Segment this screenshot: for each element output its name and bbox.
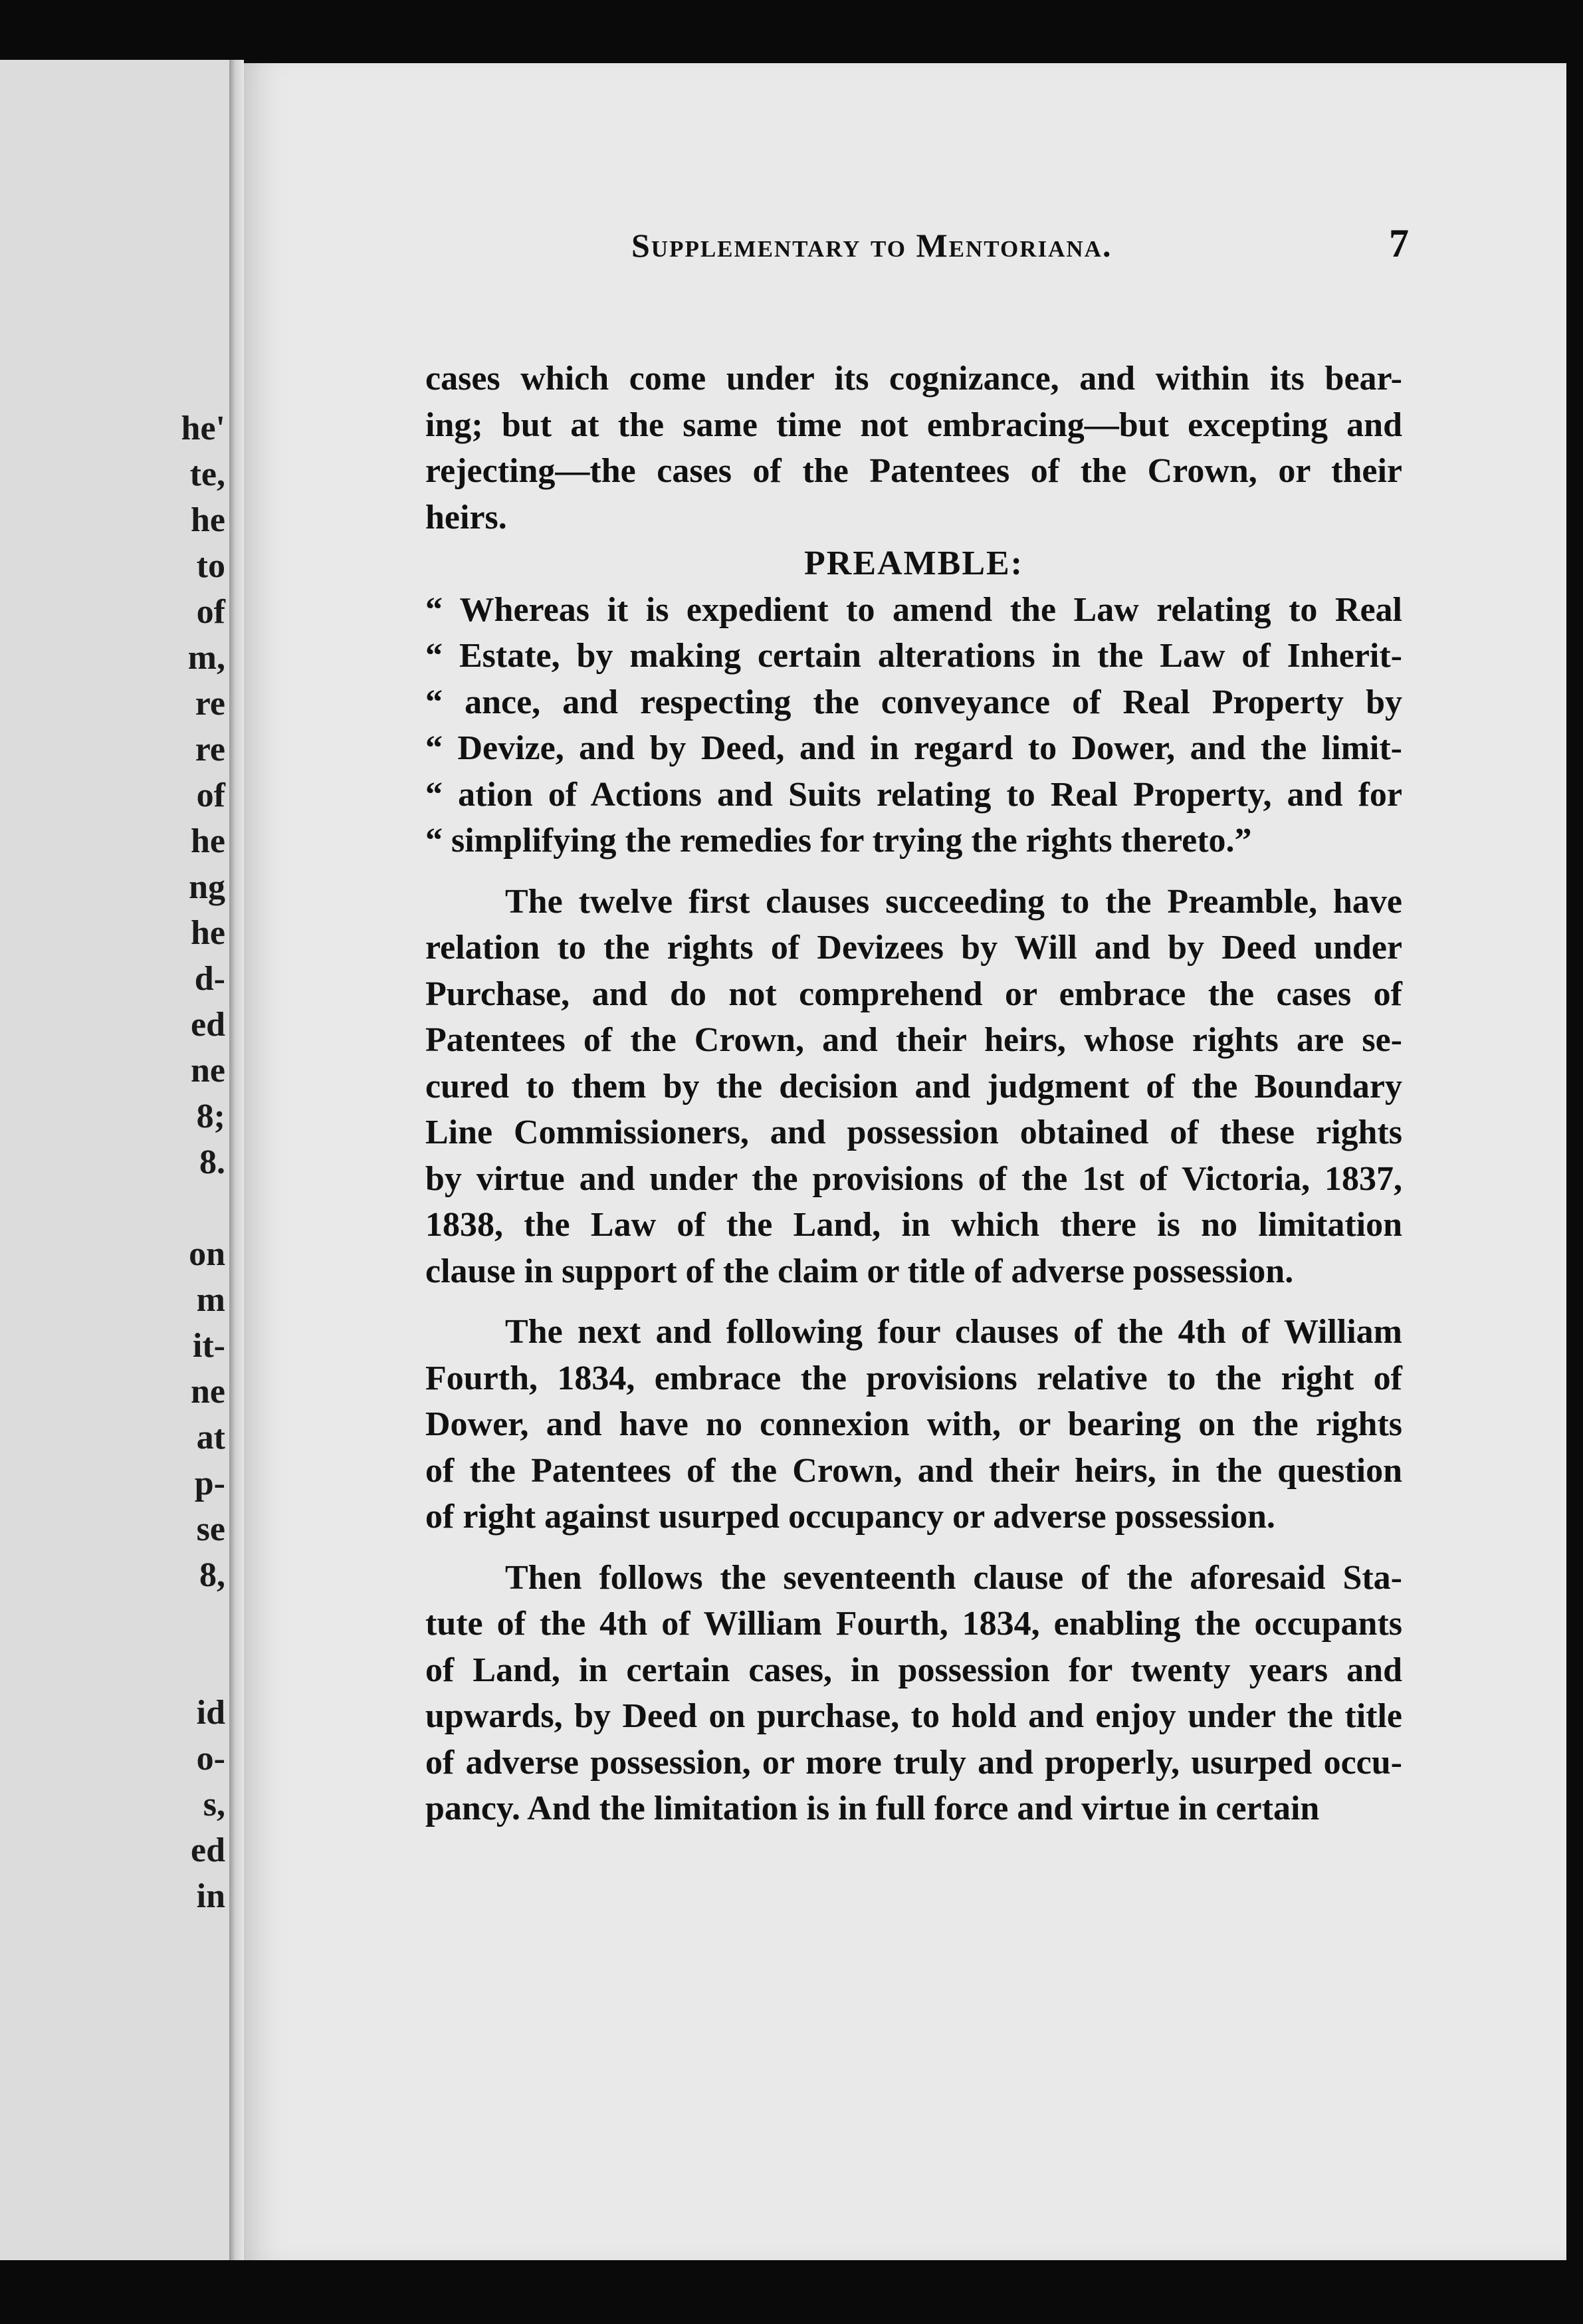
- edge-fragment: 8,: [199, 1556, 225, 1594]
- text-line: by virtue and under the provisions of the 1st of Victoria, 1837,: [425, 1159, 1402, 1198]
- text-line: heirs.: [425, 498, 507, 536]
- edge-fragment: m: [196, 1281, 225, 1319]
- edge-fragment: ed: [191, 1831, 225, 1869]
- text-line: of right against usurped occupancy or adverse possession.: [425, 1498, 1275, 1536]
- text-line: relation to the rights of Devizees by Will and by Deed under: [425, 929, 1402, 967]
- text-line: cured to them by the decision and judgment of the Boundary: [425, 1067, 1402, 1105]
- text-line: Purchase, and do not comprehend or embrace the cases of: [425, 975, 1402, 1013]
- paragraph-seventeenth-clause: [425, 1555, 1402, 1832]
- edge-fragment: d-: [194, 960, 225, 998]
- edge-fragment: he': [181, 409, 225, 447]
- edge-fragment: he: [191, 914, 225, 952]
- paragraph-dower-clauses: [425, 1309, 1402, 1540]
- text-line: of adverse possession, or more truly and properly, usurped occu-: [425, 1743, 1402, 1782]
- edge-fragment: ne: [191, 1373, 225, 1411]
- running-head: Supplementary to Mentoriana.: [631, 227, 1112, 264]
- edge-fragment: he: [191, 822, 225, 860]
- edge-fragment: id: [196, 1694, 225, 1732]
- left-page: [0, 60, 229, 2260]
- edge-fragment: se: [196, 1510, 225, 1548]
- paragraph-continuation: [425, 356, 1402, 540]
- edge-fragment: to: [196, 547, 225, 585]
- text-line: “ ance, and respecting the conveyance of Real Property by: [425, 683, 1402, 721]
- text-line: Dower, and have no connexion with, or bearing on the rights: [425, 1405, 1402, 1443]
- paragraph-twelve-clauses: [425, 879, 1402, 1295]
- preamble-heading: PREAMBLE:: [804, 544, 1023, 582]
- edge-fragment: o-: [196, 1740, 225, 1778]
- text-line: tute of the 4th of William Fourth, 1834, enabling the occupants: [425, 1605, 1402, 1643]
- edge-fragment: in: [196, 1877, 225, 1915]
- text-line: “ Estate, by making certain alterations in the Law of Inherit-: [425, 637, 1402, 675]
- edge-fragment: on: [189, 1235, 225, 1273]
- text-line: rejecting—the cases of the Patentees of the Crown, or their: [425, 452, 1402, 490]
- page-number: 7: [1389, 221, 1409, 265]
- body-text: [425, 356, 1402, 1832]
- text-line: cases which come under its cognizance, and within its bear-: [425, 360, 1402, 398]
- text-line: “ Whereas it is expedient to amend the Law relating to Real: [425, 590, 1402, 629]
- edge-fragment: p-: [194, 1464, 225, 1502]
- edge-fragment: at: [196, 1419, 225, 1456]
- text-line: The twelve first clauses succeeding to the Preamble, have: [505, 882, 1402, 921]
- edge-fragment: [146, 1598, 225, 1644]
- text-line: Then follows the seventeenth clause of the aforesaid Sta-: [505, 1558, 1402, 1597]
- text-line: upwards, by Deed on purchase, to hold and enjoy under the title: [425, 1697, 1402, 1735]
- text-line: 1838, the Law of the Land, in which there is no limitation: [425, 1206, 1402, 1244]
- text-line: Patentees of the Crown, and their heirs, whose rights are se-: [425, 1021, 1402, 1059]
- edge-fragment: [146, 1185, 225, 1231]
- edge-fragment: he: [191, 501, 225, 539]
- text-line: pancy. And the limitation is in full force and virtue in certain: [425, 1790, 1320, 1827]
- edge-fragment: 8;: [196, 1098, 225, 1135]
- edge-fragment: [146, 1644, 225, 1690]
- edge-fragment: s,: [203, 1786, 225, 1823]
- book-gutter: [229, 60, 244, 2260]
- edge-fragment: te,: [189, 455, 225, 493]
- text-line: The next and following four clauses of the 4th of William: [505, 1313, 1402, 1351]
- text-line: of Land, in certain cases, in possession for twenty years and: [425, 1651, 1402, 1689]
- text-line: clause in support of the claim or title of adverse possession.: [425, 1252, 1294, 1290]
- page-header: [385, 221, 1409, 279]
- preamble-quote: [425, 587, 1402, 864]
- text-line: “ ation of Actions and Suits relating to Real Property, and for: [425, 775, 1402, 814]
- text-line: ing; but at the same time not embracing—but excepting and: [425, 406, 1402, 444]
- edge-fragment: m,: [187, 639, 225, 677]
- edge-fragment: it-: [192, 1327, 225, 1365]
- text-line: Fourth, 1834, embrace the provisions relative to the right of: [425, 1359, 1402, 1397]
- edge-fragment: re: [195, 731, 225, 768]
- edge-fragment: of: [196, 593, 225, 631]
- edge-fragment: 8.: [199, 1143, 225, 1181]
- text-line: “ Devize, and by Deed, and in regard to Dower, and the limit-: [425, 729, 1402, 767]
- edge-fragment: ed: [191, 1006, 225, 1044]
- left-page-edge-text: [146, 406, 225, 1919]
- edge-fragment: of: [196, 776, 225, 814]
- text-line: “ simplifying the remedies for trying the rights thereto.”: [425, 822, 1252, 860]
- text-line: Line Commissioners, and possession obtained of these rights: [425, 1113, 1402, 1151]
- edge-fragment: ne: [191, 1052, 225, 1090]
- edge-fragment: re: [195, 685, 225, 723]
- edge-fragment: ng: [189, 868, 225, 906]
- text-line: of the Patentees of the Crown, and their heirs, in the question: [425, 1451, 1402, 1490]
